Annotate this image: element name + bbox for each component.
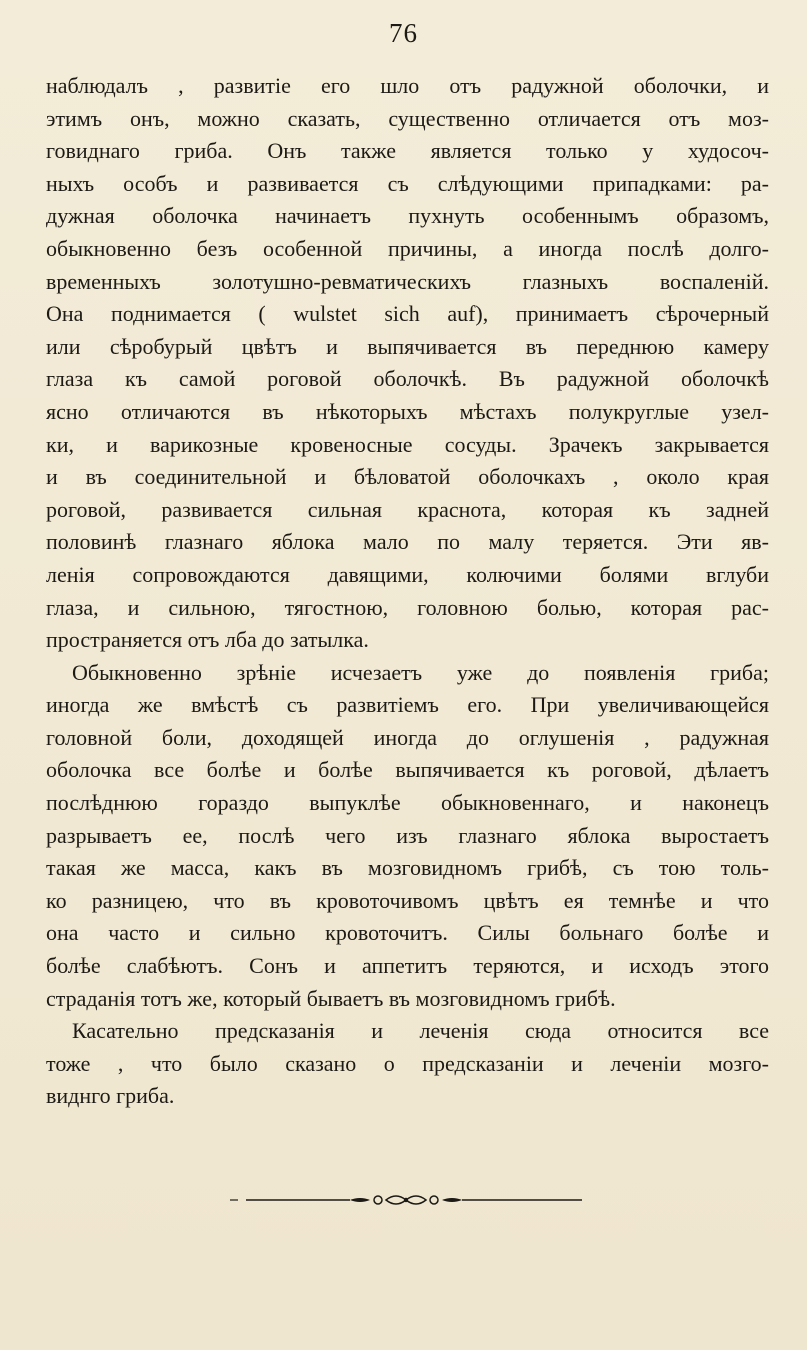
text-line: головной боли, доходящей иногда до оглушенія , радужная — [46, 724, 769, 750]
text-line: роговой, развивается сильная краснота, которая къ задней — [46, 496, 769, 522]
text-line: глаза къ самой роговой оболочкѣ. Въ радужной оболочкѣ — [46, 366, 769, 392]
text-line: Касательно предсказанія и леченія сюда относится все — [72, 1018, 769, 1044]
text-line: наблюдалъ , развитіе его шло отъ радужной оболочки, и — [46, 73, 769, 98]
text-line: страданія тотъ же, который бываетъ въ мозговидномъ грибѣ. — [46, 985, 616, 1011]
decorative-rule-icon — [230, 1188, 582, 1212]
text-line: ясно отличаются въ нѣкоторыхъ мѣстахъ полукруглые узел- — [46, 398, 769, 424]
text-line: виднго гриба. — [46, 1083, 175, 1109]
text-line: ленія сопровождаются давящими, колючими болями вглуби — [46, 561, 769, 587]
text-line: ки, и варикозные кровеносные сосуды. Зрачекъ закрывается — [46, 431, 769, 457]
text-line: дужная оболочка начинаетъ пухнуть особеннымъ образомъ, — [46, 203, 769, 229]
text-line: болѣе слабѣютъ. Сонъ и аппетитъ теряются, и исходъ этого — [46, 953, 769, 979]
text-line: оболочка все болѣе и болѣе выпячивается къ роговой, дѣлаетъ — [46, 757, 769, 783]
text-line: такая же масса, какъ въ мозговидномъ грибѣ, съ тою толь- — [46, 855, 769, 881]
text-line: тоже , что было сказано о предсказаніи и леченіи мозго- — [46, 1050, 769, 1076]
paragraph-1 — [46, 70, 769, 657]
text-line: она часто и сильно кровоточитъ. Силы больнаго болѣе и — [46, 920, 769, 946]
text-line: или сѣробурый цвѣтъ и выпячивается въ переднюю камеру — [46, 333, 769, 359]
text-line: обыкновенно безъ особенной причины, а иногда послѣ долго- — [46, 235, 769, 261]
text-line: Она поднимается ( wulstet sich auf), принимаетъ сѣрочерный — [46, 301, 769, 327]
paragraph-2 — [46, 657, 769, 1016]
text-line: послѣднюю гораздо выпуклѣе обыкновеннаго, и наконецъ — [46, 790, 769, 816]
text-line: Обыкновенно зрѣніе исчезаетъ уже до появленія гриба; — [72, 659, 769, 685]
text-line: иногда же вмѣстѣ съ развитіемъ его. При увеличивающейся — [46, 692, 769, 718]
text-line: половинѣ глазнаго яблока мало по малу теряется. Эти яв- — [46, 529, 769, 555]
text-line: пространяется отъ лба до затылка. — [46, 627, 369, 653]
text-line: ко разницею, что въ кровоточивомъ цвѣтъ ея темнѣе и что — [46, 887, 769, 913]
text-line: временныхъ золотушно-ревматическихъ глазныхъ воспаленій. — [46, 268, 769, 294]
page-number: 76 — [389, 18, 418, 48]
text-line: говиднаго гриба. Онъ также является только у худосоч- — [46, 138, 769, 164]
text-line: этимъ онъ, можно сказать, существенно отличается отъ моз- — [46, 105, 769, 131]
text-line: ныхъ особъ и развивается съ слѣдующими припадками: ра- — [46, 170, 769, 196]
body-text — [46, 70, 769, 1113]
paragraph-3 — [46, 1015, 769, 1113]
text-line: разрываетъ ее, послѣ чего изъ глазнаго яблока выростаетъ — [46, 822, 769, 848]
text-line: глаза, и сильною, тягостною, головною болью, которая рас- — [46, 594, 769, 620]
text-line: и въ соединительной и бѣловатой оболочкахъ , около края — [46, 464, 769, 490]
